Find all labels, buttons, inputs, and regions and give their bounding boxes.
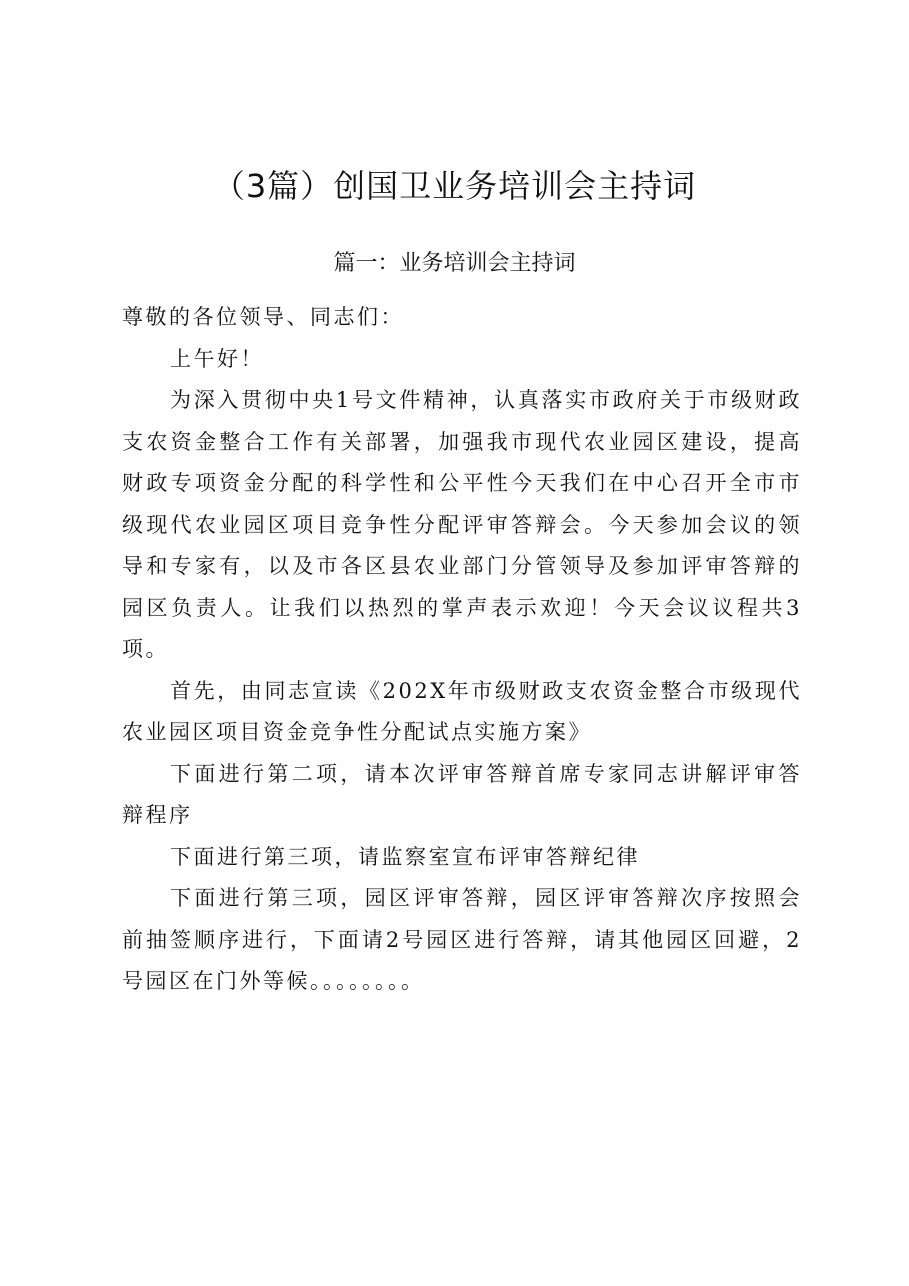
document-body bbox=[122, 297, 802, 1003]
salutation: 尊敬的各位领导、同志们： bbox=[122, 305, 404, 329]
paragraph-agenda-3: 下面进行第三项，请监察室宣布评审答辩纪律 bbox=[170, 844, 640, 869]
section-title: 篇一：业务培训会主持词 bbox=[333, 251, 576, 276]
paragraph-agenda-1: 首先，由同志宣读《202X年市级财政支农资金整合市级现代农业园区项目资金竞争性分配试点实施方案》 bbox=[122, 678, 802, 744]
paragraph-agenda-2: 下面进行第二项，请本次评审答辩首席专家同志讲解评审答辩程序 bbox=[122, 761, 802, 827]
paragraph-intro: 为深入贯彻中央1号文件精神，认真落实市政府关于市级财政支农资金整合工作有关部署，加强我市现代农业园区建设，提高财政专项资金分配的科学性和公平性今天我们在中心召开全市市级现代农业园区项目竞争性分配评审答辩会。今天参加会议的领导和专家有，以及市各区县农业部门分管领导及参加评审答辩的园区负责人。让我们以热烈的掌声表示欢迎！今天会议议程共3项。 bbox=[122, 388, 802, 661]
paragraph-agenda-4: 下面进行第三项，园区评审答辩，园区评审答辩次序按照会前抽签顺序进行，下面请2号园区进行答辩，请其他园区回避，2号园区在门外等候。。。。。。。。 bbox=[122, 886, 802, 993]
document-title: （3篇）创国卫业务培训会主持词 bbox=[212, 167, 697, 205]
greeting: 上午好！ bbox=[170, 346, 264, 371]
